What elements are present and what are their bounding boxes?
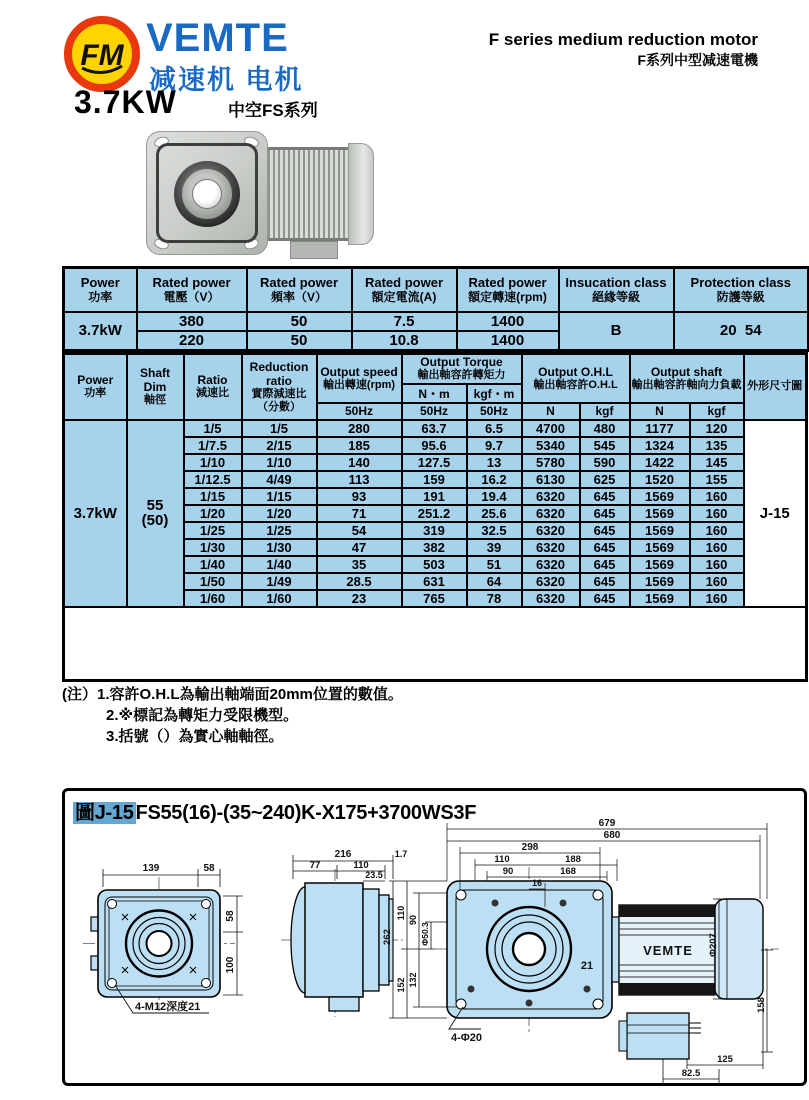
torque-nm-value: 251.2 xyxy=(402,505,467,522)
power-value: 3.7kW xyxy=(64,312,137,351)
torque-kgfm-value: 9.7 xyxy=(467,437,522,454)
reduction-ratio-value: 1/25 xyxy=(242,522,317,539)
dim-16: 16 xyxy=(531,878,543,888)
technical-drawing xyxy=(67,817,804,1085)
torque-kgfm-value: 25.6 xyxy=(467,505,522,522)
header-row xyxy=(64,268,809,312)
main-view xyxy=(382,818,779,1083)
ratio-value: 1/20 xyxy=(184,505,242,522)
brand-name: VEMTE xyxy=(146,16,289,60)
dim-21: 21 xyxy=(580,960,594,972)
unit-kgf: kgf xyxy=(580,403,630,420)
hollow-shaft-bore xyxy=(192,179,222,209)
dim-110-top: 110 xyxy=(494,854,510,865)
empty-row xyxy=(64,607,807,681)
speed-value: 1400 xyxy=(457,331,559,351)
axial-kgf-value: 135 xyxy=(690,437,744,454)
note-line: 3.括號（）為實心軸軸徑。 xyxy=(106,728,284,745)
ratio-value: 1/40 xyxy=(184,556,242,573)
dim-ref-value: J-15 xyxy=(744,420,807,607)
dim-158: 158 xyxy=(756,997,767,1013)
dim-1-7: 1.7 xyxy=(394,849,408,859)
reduction-ratio-value: 1/5 xyxy=(242,420,317,437)
note-line: (注）1.容許O.H.L為輸出軸端面20mm位置的數值。 xyxy=(62,686,403,703)
ohl-kgf-value: 645 xyxy=(580,539,630,556)
unit-kgf: kgf xyxy=(690,403,744,420)
drawing-ref-badge: 圖J-15 xyxy=(75,802,134,824)
axial-n-value: 1520 xyxy=(630,471,690,488)
ratio-value: 1/12.5 xyxy=(184,471,242,488)
axial-n-value: 1569 xyxy=(630,488,690,505)
dim-132: 132 xyxy=(408,972,418,988)
front-view xyxy=(83,863,243,1013)
drawing-model-code: FS55(16)-(35~240)K-X175+3700WS3F xyxy=(135,802,477,824)
axial-kgf-value: 160 xyxy=(690,590,744,607)
ohl-n-value: 6130 xyxy=(522,471,580,488)
dim-262: 262 xyxy=(382,929,393,945)
col-frequency: Rated power 頻率（V） xyxy=(247,268,352,312)
torque-kgfm-value: 32.5 xyxy=(467,522,522,539)
col-current: Rated power 額定電流(A) xyxy=(352,268,457,312)
output-speed-value: 28.5 xyxy=(317,573,402,590)
current-value: 10.8 xyxy=(352,331,457,351)
torque-kgfm-value: 51 xyxy=(467,556,522,573)
reduction-ratio-value: 4/49 xyxy=(242,471,317,488)
motor-brand-label: VEMTE xyxy=(643,943,693,958)
ohl-kgf-value: 590 xyxy=(580,454,630,471)
dim-58-top: 58 xyxy=(203,863,215,874)
shaft-dim-value: 55 (50) xyxy=(127,420,184,607)
spec-table xyxy=(62,352,808,682)
axial-kgf-value: 160 xyxy=(690,488,744,505)
ohl-kgf-value: 625 xyxy=(580,471,630,488)
unit-kgfm: kgf・m xyxy=(467,384,522,403)
col-insulation: Insucation class 絕緣等級 xyxy=(559,268,674,312)
unit-n: N xyxy=(522,403,580,420)
ohl-n-value: 4700 xyxy=(522,420,580,437)
dim-100: 100 xyxy=(225,956,236,974)
motor-end-cap xyxy=(348,143,374,245)
torque-kgfm-value: 13 xyxy=(467,454,522,471)
output-speed-value: 185 xyxy=(317,437,402,454)
axial-kgf-value: 160 xyxy=(690,539,744,556)
unit-hz: 50Hz xyxy=(402,403,467,420)
ohl-n-value: 6320 xyxy=(522,556,580,573)
current-value: 7.5 xyxy=(352,312,457,331)
axial-kgf-value: 160 xyxy=(690,556,744,573)
torque-nm-value: 95.6 xyxy=(402,437,467,454)
motor-fins xyxy=(268,147,348,241)
ohl-n-value: 6320 xyxy=(522,590,580,607)
output-speed-value: 93 xyxy=(317,488,402,505)
torque-kgfm-value: 6.5 xyxy=(467,420,522,437)
spec-row xyxy=(64,420,807,437)
frequency-value: 50 xyxy=(247,312,352,331)
axial-n-value: 1177 xyxy=(630,420,690,437)
dim-188: 188 xyxy=(565,854,581,865)
insulation-value: B xyxy=(559,312,674,351)
output-speed-value: 71 xyxy=(317,505,402,522)
protection-value: 20 54 xyxy=(674,312,809,351)
product-series-label: 中空FS系列 xyxy=(228,101,318,120)
dim-139: 139 xyxy=(142,863,160,874)
torque-nm-value: 127.5 xyxy=(402,454,467,471)
col-protection: Protection class 防護等級 xyxy=(674,268,809,312)
output-speed-value: 280 xyxy=(317,420,402,437)
note-line: 2.※標記為轉矩力受限機型。 xyxy=(106,707,299,724)
unit-hz: 50Hz xyxy=(467,403,522,420)
ohl-n-value: 6320 xyxy=(522,488,580,505)
dim-82-5: 82.5 xyxy=(681,1068,701,1079)
dim-168: 168 xyxy=(560,866,576,877)
unit-hz: 50Hz xyxy=(317,403,402,420)
ohl-n-value: 5340 xyxy=(522,437,580,454)
output-speed-value: 113 xyxy=(317,471,402,488)
power-rating-title: 3.7KW xyxy=(74,84,177,120)
axial-kgf-value: 160 xyxy=(690,505,744,522)
frequency-value: 50 xyxy=(247,331,352,351)
ratio-value: 1/60 xyxy=(184,590,242,607)
axial-n-value: 1569 xyxy=(630,505,690,522)
col-reduction-ratio: Reduction ratio 實際減速比 （分數） xyxy=(242,354,317,420)
col-output-shaft: Output shaft 輸出軸容許軸向力負載 xyxy=(630,354,744,403)
dim-216: 216 xyxy=(334,849,352,860)
col-shaft-dim: Shaft Dim 軸徑 xyxy=(127,354,184,420)
output-speed-value: 47 xyxy=(317,539,402,556)
ratio-value: 1/15 xyxy=(184,488,242,505)
rated-power-table xyxy=(62,266,809,352)
dim-4phi20: 4-Φ20 xyxy=(451,1032,483,1044)
dim-110-side: 110 xyxy=(353,860,369,871)
brand-logo-icon xyxy=(64,16,140,92)
speed-value: 1400 xyxy=(457,312,559,331)
reduction-ratio-value: 1/15 xyxy=(242,488,317,505)
output-speed-value: 54 xyxy=(317,522,402,539)
ohl-kgf-value: 645 xyxy=(580,556,630,573)
col-speed: Rated power 額定轉速(rpm) xyxy=(457,268,559,312)
col-output-speed: Output speed 輸出轉速(rpm) xyxy=(317,354,402,403)
output-speed-value: 140 xyxy=(317,454,402,471)
ohl-kgf-value: 645 xyxy=(580,488,630,505)
torque-kgfm-value: 39 xyxy=(467,539,522,556)
col-output-torque: Output Torque 輸出軸容許轉矩力 xyxy=(402,354,522,384)
ohl-kgf-value: 645 xyxy=(580,590,630,607)
ohl-kgf-value: 645 xyxy=(580,522,630,539)
dim-110-left: 110 xyxy=(396,905,406,921)
col-voltage: Rated power 電壓（V） xyxy=(137,268,247,312)
reduction-ratio-value: 1/49 xyxy=(242,573,317,590)
empty-area xyxy=(64,607,807,681)
reduction-ratio-value: 1/10 xyxy=(242,454,317,471)
axial-n-value: 1422 xyxy=(630,454,690,471)
reduction-ratio-value: 1/40 xyxy=(242,556,317,573)
ratio-value: 1/50 xyxy=(184,573,242,590)
data-row xyxy=(64,312,809,331)
torque-nm-value: 63.7 xyxy=(402,420,467,437)
axial-n-value: 1569 xyxy=(630,522,690,539)
col-ratio: Ratio 減速比 xyxy=(184,354,242,420)
torque-nm-value: 765 xyxy=(402,590,467,607)
dim-90-top: 90 xyxy=(502,866,514,877)
axial-kgf-value: 155 xyxy=(690,471,744,488)
torque-kgfm-value: 78 xyxy=(467,590,522,607)
product-photo xyxy=(138,127,378,261)
reduction-ratio-value: 1/30 xyxy=(242,539,317,556)
axial-kgf-value: 160 xyxy=(690,573,744,590)
axial-n-value: 1569 xyxy=(630,539,690,556)
dim-680: 680 xyxy=(603,830,621,841)
dim-152: 152 xyxy=(396,977,406,993)
ratio-value: 1/30 xyxy=(184,539,242,556)
output-speed-value: 35 xyxy=(317,556,402,573)
torque-nm-value: 191 xyxy=(402,488,467,505)
bolt-spec-label: 4-M12深度21 xyxy=(135,1001,201,1013)
col-power: Power 功率 xyxy=(64,268,137,312)
axial-kgf-value: 120 xyxy=(690,420,744,437)
torque-kgfm-value: 16.2 xyxy=(467,471,522,488)
ratio-value: 1/25 xyxy=(184,522,242,539)
power-value: 3.7kW xyxy=(64,420,127,607)
dim-phi207: Φ207 xyxy=(708,933,719,957)
output-speed-value: 23 xyxy=(317,590,402,607)
torque-nm-value: 319 xyxy=(402,522,467,539)
dim-23-5: 23.5 xyxy=(365,870,383,880)
header-row-1 xyxy=(64,354,807,384)
dim-58-right: 58 xyxy=(225,910,236,922)
unit-n: N xyxy=(630,403,690,420)
axial-kgf-value: 160 xyxy=(690,522,744,539)
series-title-zh: F系列中型减速電機 xyxy=(637,52,758,68)
brand-subtitle: 减速机 电机 xyxy=(149,65,304,95)
torque-nm-value: 382 xyxy=(402,539,467,556)
dim-phi50-3: Φ50.3 xyxy=(420,922,430,946)
ohl-kgf-value: 645 xyxy=(580,573,630,590)
dim-679: 679 xyxy=(598,818,616,829)
footnotes xyxy=(62,684,403,747)
axial-kgf-value: 145 xyxy=(690,454,744,471)
torque-nm-value: 631 xyxy=(402,573,467,590)
series-title-en: F series medium reduction motor xyxy=(488,30,758,49)
axial-n-value: 1324 xyxy=(630,437,690,454)
unit-nm: N・m xyxy=(402,384,467,403)
ohl-n-value: 6320 xyxy=(522,573,580,590)
reduction-ratio-value: 2/15 xyxy=(242,437,317,454)
axial-n-value: 1569 xyxy=(630,590,690,607)
terminal-box xyxy=(290,241,338,259)
axial-n-value: 1569 xyxy=(630,573,690,590)
dim-298: 298 xyxy=(521,842,539,853)
dim-77: 77 xyxy=(309,860,321,871)
axial-n-value: 1569 xyxy=(630,556,690,573)
ohl-n-value: 6320 xyxy=(522,522,580,539)
col-power: Power 功率 xyxy=(64,354,127,420)
torque-nm-value: 159 xyxy=(402,471,467,488)
dim-125: 125 xyxy=(717,1054,733,1065)
ohl-kgf-value: 480 xyxy=(580,420,630,437)
col-output-ohl: Output O.H.L 輸出軸容許O.H.L xyxy=(522,354,630,403)
torque-kgfm-value: 64 xyxy=(467,573,522,590)
voltage-value: 380 xyxy=(137,312,247,331)
ohl-kgf-value: 545 xyxy=(580,437,630,454)
torque-nm-value: 503 xyxy=(402,556,467,573)
dimension-drawing-panel xyxy=(62,788,807,1086)
voltage-value: 220 xyxy=(137,331,247,351)
ohl-n-value: 6320 xyxy=(522,539,580,556)
ohl-n-value: 6320 xyxy=(522,505,580,522)
col-dimension-drawing: 外形尺寸圖 xyxy=(744,354,807,420)
ohl-kgf-value: 645 xyxy=(580,505,630,522)
ratio-value: 1/5 xyxy=(184,420,242,437)
svg-text:FM: FM xyxy=(80,39,124,72)
dim-90-left: 90 xyxy=(408,914,418,926)
ohl-n-value: 5780 xyxy=(522,454,580,471)
ratio-value: 1/7.5 xyxy=(184,437,242,454)
reduction-ratio-value: 1/20 xyxy=(242,505,317,522)
reduction-ratio-value: 1/60 xyxy=(242,590,317,607)
torque-kgfm-value: 19.4 xyxy=(467,488,522,505)
ratio-value: 1/10 xyxy=(184,454,242,471)
